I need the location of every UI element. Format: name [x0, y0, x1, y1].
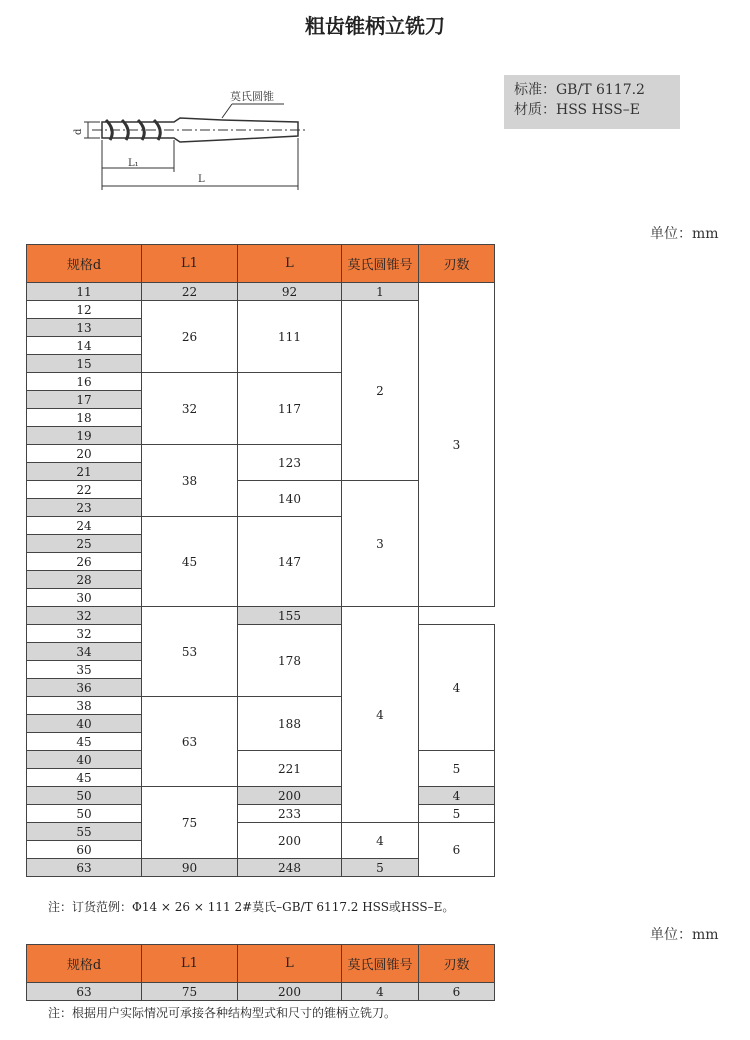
header-teeth: 刃数: [419, 945, 495, 983]
cell-d: 36: [27, 679, 142, 697]
table-row: [27, 787, 495, 805]
cell-l: 147: [238, 517, 342, 607]
cell-l: 140: [238, 481, 342, 517]
cell-d: 21: [27, 463, 142, 481]
cell-d: 18: [27, 409, 142, 427]
cell-l: 200: [238, 823, 342, 859]
cell-morse: 4: [419, 787, 495, 805]
cell-d: 63: [27, 859, 142, 877]
cell-teeth: 6: [419, 823, 495, 877]
page-title: 粗齿锥柄立铣刀: [305, 14, 445, 38]
header-morse: 莫氏圆锥号: [342, 945, 419, 983]
cell-d: 15: [27, 355, 142, 373]
end-mill-drawing: [70, 82, 330, 202]
table-row: [27, 983, 495, 1001]
standard-line: 标准：GB/T 6117.2: [514, 82, 645, 98]
cell-d: 55: [27, 823, 142, 841]
unit-label-2: 单位：mm: [650, 927, 719, 943]
header-teeth: 刃数: [419, 245, 495, 283]
table-header-row: [27, 945, 495, 983]
cell-morse: 5: [419, 805, 495, 823]
cell-l1: 75: [142, 983, 238, 1001]
cell-l: 200: [238, 983, 342, 1001]
cell-d: 60: [27, 841, 142, 859]
cell-l: 200: [238, 787, 342, 805]
cell-morse: 4: [342, 983, 419, 1001]
cell-d: 50: [27, 787, 142, 805]
cell-d: 22: [27, 481, 142, 499]
cell-d: 26: [27, 553, 142, 571]
cell-d: 32: [27, 607, 142, 625]
cell-d: 13: [27, 319, 142, 337]
cell-d: 11: [27, 283, 142, 301]
cell-morse: 3: [342, 481, 419, 607]
cell-d: 63: [27, 983, 142, 1001]
dim-l-label: L: [198, 174, 205, 185]
cell-d: 20: [27, 445, 142, 463]
cell-l1: 75: [142, 787, 238, 859]
header-d: 规格d: [27, 945, 142, 983]
cell-d: 32: [27, 625, 142, 643]
header-morse: 莫氏圆锥号: [342, 245, 419, 283]
unit-label: 单位：mm: [650, 226, 719, 242]
header-l1: L1: [142, 945, 238, 983]
material-line: 材质：HSS HSS–E: [514, 102, 640, 118]
cell-l: 221: [238, 751, 342, 787]
cell-d: 16: [27, 373, 142, 391]
cell-l: 155: [238, 607, 342, 625]
cell-l: 92: [238, 283, 342, 301]
cell-d: 23: [27, 499, 142, 517]
header-d: 规格d: [27, 245, 142, 283]
cell-d: 12: [27, 301, 142, 319]
table-row: [27, 607, 495, 625]
cell-morse: 5: [342, 859, 419, 877]
dim-d-label: d: [73, 128, 84, 135]
cell-l: 233: [238, 805, 342, 823]
header-l1: L1: [142, 245, 238, 283]
table-header-row: [27, 245, 495, 283]
cell-d: 40: [27, 751, 142, 769]
cell-l1: 63: [142, 697, 238, 787]
standard-box: [504, 75, 680, 129]
cell-morse: 2: [342, 301, 419, 481]
cell-d: 17: [27, 391, 142, 409]
cell-d: 34: [27, 643, 142, 661]
cell-l1: 53: [142, 607, 238, 697]
cell-d: 24: [27, 517, 142, 535]
cell-l: 178: [238, 625, 342, 697]
main-spec-table: [26, 244, 495, 877]
cell-morse: 5: [419, 751, 495, 787]
cell-teeth: 6: [419, 983, 495, 1001]
custom-note: 注：根据用户实际情况可承接各种结构型式和尺寸的锥柄立铣刀。: [48, 1006, 397, 1020]
cell-d: 25: [27, 535, 142, 553]
cell-teeth: 3: [419, 283, 495, 607]
header-l: L: [238, 245, 342, 283]
cell-l: 117: [238, 373, 342, 445]
cell-l: 188: [238, 697, 342, 751]
header-l: L: [238, 945, 342, 983]
cell-l: 123: [238, 445, 342, 481]
cell-teeth: 4: [342, 607, 419, 823]
cell-morse: 4: [419, 625, 495, 751]
cell-d: 50: [27, 805, 142, 823]
morse-taper-label: 莫氏圆锥: [230, 90, 274, 103]
cell-d: 14: [27, 337, 142, 355]
cell-d: 40: [27, 715, 142, 733]
cell-l1: 32: [142, 373, 238, 445]
table-row: [27, 823, 495, 841]
cell-l1: 45: [142, 517, 238, 607]
cell-l1: 38: [142, 445, 238, 517]
cell-d: 19: [27, 427, 142, 445]
cell-d: 38: [27, 697, 142, 715]
cell-l: 111: [238, 301, 342, 373]
table-row: [27, 625, 495, 643]
cell-d: 35: [27, 661, 142, 679]
cell-d: 28: [27, 571, 142, 589]
dim-l1-label: L₁: [128, 158, 139, 169]
cell-l1: 22: [142, 283, 238, 301]
cell-d: 30: [27, 589, 142, 607]
cell-l: 248: [238, 859, 342, 877]
table-row: [27, 751, 495, 769]
table-row: [27, 283, 495, 301]
cell-l1: 26: [142, 301, 238, 373]
cell-morse: 1: [342, 283, 419, 301]
table-row: [27, 805, 495, 823]
custom-spec-table: [26, 944, 495, 1001]
cell-d: 45: [27, 733, 142, 751]
cell-d: 45: [27, 769, 142, 787]
cell-l1: 90: [142, 859, 238, 877]
cell-morse: 4: [342, 823, 419, 859]
order-example-note: 注：订货范例：Φ14 × 26 × 111 2#莫氏–GB/T 6117.2 HSS或HSS–E。: [48, 900, 455, 914]
